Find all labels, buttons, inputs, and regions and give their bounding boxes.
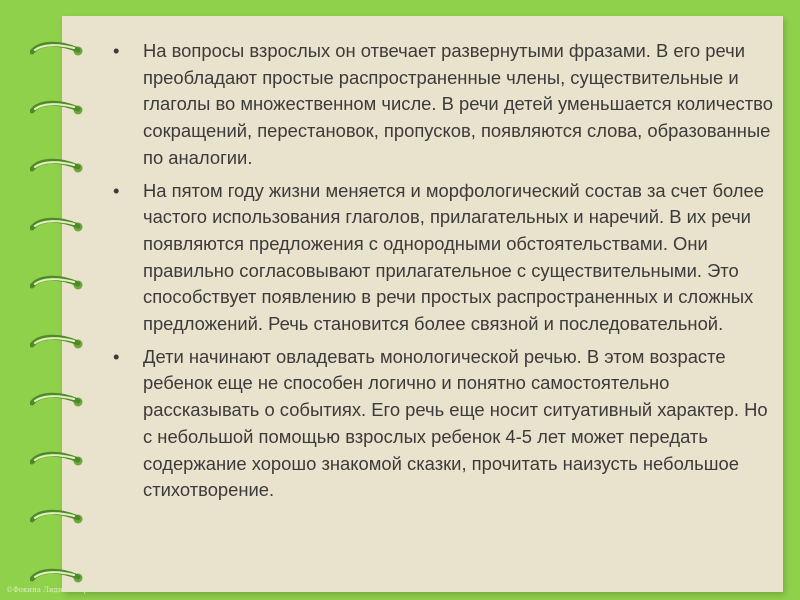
spiral-binding-ring-icon [30,391,86,411]
spiral-binding-ring-icon [30,333,86,353]
spiral-binding-ring-icon [30,274,86,294]
bullet-list [113,38,773,504]
spiral-binding [0,0,110,600]
spiral-binding-ring-icon [30,216,86,236]
spiral-binding-ring-icon [30,508,86,528]
slide-content [113,38,773,510]
bullet-item-2: • На пятом году жизни меняется и морфологический состав за счет более частого использования глаголов, прилагательных и наречий. В их речи появляются предложения с однородными обстоятельствами. Они правильно согласовывают прилагательное с существительными. Это способствует появлению в речи простых распространенных и сложных предложений. Речь становится более связной и последовательной. [113,178,773,338]
spiral-binding-ring-icon [30,567,86,587]
bullet-item-1: • На вопросы взрослых он отвечает развернутыми фразами. В его речи преобладают простые распространенные члены, существительные и глаголы во множественном числе. В речи детей уменьшается количество сокращений, перестановок, пропусков, появляются слова, образованные по аналогии. [113,38,773,172]
spiral-binding-ring-icon [30,157,86,177]
spiral-binding-ring-icon [30,450,86,470]
spiral-binding-ring-icon [30,99,86,119]
spiral-binding-ring-icon [30,40,86,60]
author-credit: ©Фокина Лидия Петровна [6,586,105,594]
bullet-item-3: • Дети начинают овладевать монологической речью. В этом возрасте ребенок еще не способен логично и понятно самостоятельно рассказывать о событиях. Его речь еще носит ситуативный характер. Но с небольшой помощью взрослых ребенок 4-5 лет может передать содержание хорошо знакомой сказки, прочитать наизусть небольшое стихотворение. [113,344,773,504]
notebook-page [62,16,783,592]
